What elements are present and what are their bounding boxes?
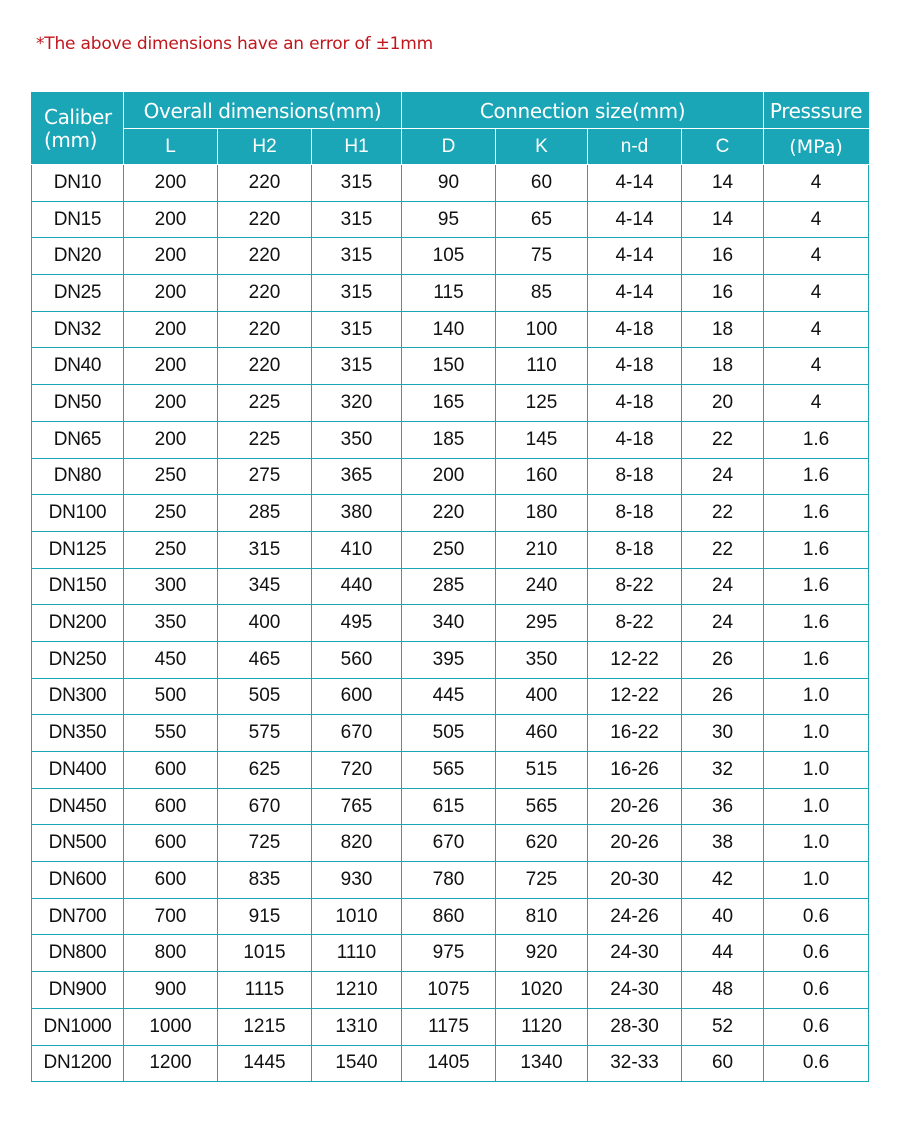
cell-l: 1200 xyxy=(124,1045,218,1082)
pressure-unit-header: (MPa) xyxy=(764,129,869,165)
table-row xyxy=(32,1045,869,1082)
cell-n-d: 4-18 xyxy=(588,348,682,385)
cell-n-d: 20-30 xyxy=(588,862,682,899)
cell-n-d: 16-22 xyxy=(588,715,682,752)
cell-h1: 315 xyxy=(312,238,402,275)
cell-l: 250 xyxy=(124,495,218,532)
cell-l: 600 xyxy=(124,752,218,789)
cell-c: 22 xyxy=(682,531,764,568)
cell-d: 975 xyxy=(402,935,496,972)
cell-d: 165 xyxy=(402,385,496,422)
cell-caliber: DN15 xyxy=(32,201,124,238)
cell-c: 52 xyxy=(682,1008,764,1045)
cell-d: 340 xyxy=(402,605,496,642)
cell-caliber: DN80 xyxy=(32,458,124,495)
cell-c: 38 xyxy=(682,825,764,862)
cell-c: 14 xyxy=(682,165,764,202)
table-row xyxy=(32,165,869,202)
cell-k: 920 xyxy=(496,935,588,972)
cell-h1: 315 xyxy=(312,275,402,312)
cell-d: 395 xyxy=(402,641,496,678)
cell-pressure: 4 xyxy=(764,385,869,422)
cell-caliber: DN1000 xyxy=(32,1008,124,1045)
cell-h1: 560 xyxy=(312,641,402,678)
cell-h2: 505 xyxy=(218,678,312,715)
cell-d: 565 xyxy=(402,752,496,789)
cell-l: 550 xyxy=(124,715,218,752)
cell-h2: 625 xyxy=(218,752,312,789)
table-row xyxy=(32,385,869,422)
cell-k: 180 xyxy=(496,495,588,532)
cell-n-d: 8-18 xyxy=(588,458,682,495)
pressure-header: Presssure xyxy=(764,93,869,129)
cell-caliber: DN32 xyxy=(32,311,124,348)
cell-h1: 440 xyxy=(312,568,402,605)
cell-pressure: 4 xyxy=(764,311,869,348)
cell-h2: 220 xyxy=(218,348,312,385)
cell-k: 145 xyxy=(496,421,588,458)
cell-l: 700 xyxy=(124,898,218,935)
cell-l: 250 xyxy=(124,458,218,495)
cell-caliber: DN400 xyxy=(32,752,124,789)
cell-c: 48 xyxy=(682,972,764,1009)
cell-pressure: 1.0 xyxy=(764,788,869,825)
cell-h1: 600 xyxy=(312,678,402,715)
cell-c: 18 xyxy=(682,348,764,385)
cell-k: 85 xyxy=(496,275,588,312)
table-row xyxy=(32,898,869,935)
cell-c: 24 xyxy=(682,568,764,605)
cell-pressure: 1.6 xyxy=(764,605,869,642)
cell-pressure: 1.6 xyxy=(764,458,869,495)
cell-caliber: DN700 xyxy=(32,898,124,935)
overall-dimensions-header: Overall dimensions(mm) xyxy=(124,93,402,129)
table-row xyxy=(32,238,869,275)
cell-k: 515 xyxy=(496,752,588,789)
table-row xyxy=(32,348,869,385)
cell-d: 115 xyxy=(402,275,496,312)
cell-k: 725 xyxy=(496,862,588,899)
cell-c: 22 xyxy=(682,495,764,532)
cell-n-d: 20-26 xyxy=(588,825,682,862)
cell-n-d: 28-30 xyxy=(588,1008,682,1045)
cell-caliber: DN900 xyxy=(32,972,124,1009)
cell-caliber: DN600 xyxy=(32,862,124,899)
cell-h2: 315 xyxy=(218,531,312,568)
cell-caliber: DN200 xyxy=(32,605,124,642)
cell-n-d: 4-14 xyxy=(588,201,682,238)
cell-k: 350 xyxy=(496,641,588,678)
cell-h2: 285 xyxy=(218,495,312,532)
cell-h1: 410 xyxy=(312,531,402,568)
cell-pressure: 0.6 xyxy=(764,935,869,972)
cell-n-d: 4-14 xyxy=(588,238,682,275)
table-row xyxy=(32,458,869,495)
cell-k: 65 xyxy=(496,201,588,238)
cell-c: 18 xyxy=(682,311,764,348)
cell-n-d: 20-26 xyxy=(588,788,682,825)
table-row xyxy=(32,275,869,312)
cell-h2: 915 xyxy=(218,898,312,935)
table-row xyxy=(32,495,869,532)
cell-h2: 220 xyxy=(218,238,312,275)
table-row xyxy=(32,311,869,348)
cell-d: 615 xyxy=(402,788,496,825)
cell-h1: 365 xyxy=(312,458,402,495)
cell-k: 60 xyxy=(496,165,588,202)
cell-d: 90 xyxy=(402,165,496,202)
cell-k: 110 xyxy=(496,348,588,385)
cell-h2: 345 xyxy=(218,568,312,605)
cell-h1: 495 xyxy=(312,605,402,642)
cell-d: 105 xyxy=(402,238,496,275)
cell-l: 600 xyxy=(124,825,218,862)
cell-c: 40 xyxy=(682,898,764,935)
cell-caliber: DN125 xyxy=(32,531,124,568)
cell-h1: 1210 xyxy=(312,972,402,1009)
cell-d: 1075 xyxy=(402,972,496,1009)
cell-h2: 670 xyxy=(218,788,312,825)
table-row xyxy=(32,752,869,789)
cell-c: 60 xyxy=(682,1045,764,1082)
cell-h2: 1115 xyxy=(218,972,312,1009)
cell-pressure: 1.6 xyxy=(764,641,869,678)
cell-pressure: 4 xyxy=(764,165,869,202)
table-row xyxy=(32,1008,869,1045)
cell-c: 24 xyxy=(682,605,764,642)
table-body xyxy=(32,165,869,1082)
cell-d: 140 xyxy=(402,311,496,348)
cell-h1: 1540 xyxy=(312,1045,402,1082)
cell-l: 200 xyxy=(124,165,218,202)
cell-h1: 315 xyxy=(312,165,402,202)
cell-caliber: DN800 xyxy=(32,935,124,972)
cell-h1: 350 xyxy=(312,421,402,458)
cell-h2: 575 xyxy=(218,715,312,752)
cell-h2: 725 xyxy=(218,825,312,862)
cell-l: 450 xyxy=(124,641,218,678)
cell-h2: 225 xyxy=(218,385,312,422)
cell-h1: 1310 xyxy=(312,1008,402,1045)
cell-pressure: 0.6 xyxy=(764,972,869,1009)
cell-l: 200 xyxy=(124,201,218,238)
cell-n-d: 16-26 xyxy=(588,752,682,789)
table-row xyxy=(32,972,869,1009)
cell-pressure: 1.0 xyxy=(764,825,869,862)
cell-d: 95 xyxy=(402,201,496,238)
cell-h2: 220 xyxy=(218,165,312,202)
cell-n-d: 24-26 xyxy=(588,898,682,935)
cell-k: 1020 xyxy=(496,972,588,1009)
cell-h1: 720 xyxy=(312,752,402,789)
cell-c: 16 xyxy=(682,238,764,275)
cell-k: 210 xyxy=(496,531,588,568)
col-header-n-d: n-d xyxy=(588,129,682,165)
cell-caliber: DN300 xyxy=(32,678,124,715)
cell-n-d: 4-18 xyxy=(588,385,682,422)
cell-c: 42 xyxy=(682,862,764,899)
cell-n-d: 24-30 xyxy=(588,935,682,972)
table-row xyxy=(32,825,869,862)
cell-caliber: DN20 xyxy=(32,238,124,275)
cell-c: 32 xyxy=(682,752,764,789)
cell-caliber: DN500 xyxy=(32,825,124,862)
cell-n-d: 4-18 xyxy=(588,311,682,348)
cell-c: 26 xyxy=(682,678,764,715)
cell-l: 250 xyxy=(124,531,218,568)
cell-pressure: 1.0 xyxy=(764,752,869,789)
cell-pressure: 0.6 xyxy=(764,1008,869,1045)
cell-h2: 835 xyxy=(218,862,312,899)
cell-h2: 1215 xyxy=(218,1008,312,1045)
cell-caliber: DN100 xyxy=(32,495,124,532)
cell-n-d: 4-18 xyxy=(588,421,682,458)
cell-d: 780 xyxy=(402,862,496,899)
caliber-header-unit: (mm) xyxy=(44,127,97,152)
cell-d: 250 xyxy=(402,531,496,568)
cell-d: 150 xyxy=(402,348,496,385)
cell-h2: 465 xyxy=(218,641,312,678)
cell-c: 30 xyxy=(682,715,764,752)
cell-d: 220 xyxy=(402,495,496,532)
table-row xyxy=(32,788,869,825)
cell-h1: 820 xyxy=(312,825,402,862)
cell-l: 200 xyxy=(124,348,218,385)
cell-n-d: 8-18 xyxy=(588,531,682,568)
cell-n-d: 8-22 xyxy=(588,568,682,605)
table-row xyxy=(32,568,869,605)
cell-n-d: 4-14 xyxy=(588,275,682,312)
table-row xyxy=(32,421,869,458)
cell-c: 24 xyxy=(682,458,764,495)
cell-l: 200 xyxy=(124,385,218,422)
table-row xyxy=(32,641,869,678)
cell-c: 16 xyxy=(682,275,764,312)
cell-l: 900 xyxy=(124,972,218,1009)
cell-caliber: DN1200 xyxy=(32,1045,124,1082)
cell-l: 200 xyxy=(124,421,218,458)
col-header-d: D xyxy=(402,129,496,165)
table-row xyxy=(32,935,869,972)
cell-h1: 1110 xyxy=(312,935,402,972)
cell-l: 800 xyxy=(124,935,218,972)
cell-h1: 1010 xyxy=(312,898,402,935)
cell-c: 14 xyxy=(682,201,764,238)
cell-pressure: 0.6 xyxy=(764,898,869,935)
cell-pressure: 4 xyxy=(764,238,869,275)
cell-l: 350 xyxy=(124,605,218,642)
cell-n-d: 4-14 xyxy=(588,165,682,202)
cell-h1: 670 xyxy=(312,715,402,752)
cell-pressure: 4 xyxy=(764,201,869,238)
cell-k: 160 xyxy=(496,458,588,495)
table-row xyxy=(32,715,869,752)
cell-caliber: DN250 xyxy=(32,641,124,678)
cell-k: 1340 xyxy=(496,1045,588,1082)
cell-h2: 220 xyxy=(218,201,312,238)
cell-h2: 400 xyxy=(218,605,312,642)
cell-h1: 320 xyxy=(312,385,402,422)
col-header-c: C xyxy=(682,129,764,165)
cell-pressure: 1.0 xyxy=(764,862,869,899)
cell-l: 600 xyxy=(124,788,218,825)
cell-pressure: 1.6 xyxy=(764,568,869,605)
cell-d: 200 xyxy=(402,458,496,495)
cell-h2: 220 xyxy=(218,311,312,348)
cell-n-d: 12-22 xyxy=(588,678,682,715)
cell-k: 400 xyxy=(496,678,588,715)
cell-h1: 765 xyxy=(312,788,402,825)
cell-h1: 315 xyxy=(312,311,402,348)
cell-h2: 225 xyxy=(218,421,312,458)
dimension-table xyxy=(31,92,869,1082)
table-row xyxy=(32,531,869,568)
cell-n-d: 8-18 xyxy=(588,495,682,532)
table-row xyxy=(32,201,869,238)
table-row xyxy=(32,678,869,715)
cell-caliber: DN65 xyxy=(32,421,124,458)
cell-d: 1405 xyxy=(402,1045,496,1082)
caliber-header-label: Caliber xyxy=(44,104,112,129)
cell-n-d: 12-22 xyxy=(588,641,682,678)
cell-l: 600 xyxy=(124,862,218,899)
cell-c: 26 xyxy=(682,641,764,678)
cell-h1: 930 xyxy=(312,862,402,899)
cell-n-d: 32-33 xyxy=(588,1045,682,1082)
cell-pressure: 1.0 xyxy=(764,678,869,715)
col-header-l: L xyxy=(124,129,218,165)
cell-k: 295 xyxy=(496,605,588,642)
cell-pressure: 1.6 xyxy=(764,495,869,532)
cell-n-d: 24-30 xyxy=(588,972,682,1009)
cell-h1: 315 xyxy=(312,201,402,238)
cell-caliber: DN350 xyxy=(32,715,124,752)
cell-c: 36 xyxy=(682,788,764,825)
cell-d: 185 xyxy=(402,421,496,458)
cell-k: 125 xyxy=(496,385,588,422)
cell-h2: 1445 xyxy=(218,1045,312,1082)
cell-k: 460 xyxy=(496,715,588,752)
cell-h2: 275 xyxy=(218,458,312,495)
cell-k: 240 xyxy=(496,568,588,605)
cell-l: 1000 xyxy=(124,1008,218,1045)
error-note: *The above dimensions have an error of ±1mm xyxy=(36,34,434,54)
cell-caliber: DN25 xyxy=(32,275,124,312)
cell-pressure: 1.0 xyxy=(764,715,869,752)
cell-k: 75 xyxy=(496,238,588,275)
cell-k: 810 xyxy=(496,898,588,935)
cell-pressure: 4 xyxy=(764,348,869,385)
cell-caliber: DN50 xyxy=(32,385,124,422)
cell-caliber: DN450 xyxy=(32,788,124,825)
cell-d: 670 xyxy=(402,825,496,862)
cell-h2: 1015 xyxy=(218,935,312,972)
cell-d: 285 xyxy=(402,568,496,605)
cell-d: 1175 xyxy=(402,1008,496,1045)
col-header-h2: H2 xyxy=(218,129,312,165)
cell-h1: 315 xyxy=(312,348,402,385)
cell-caliber: DN150 xyxy=(32,568,124,605)
cell-l: 200 xyxy=(124,275,218,312)
col-header-k: K xyxy=(496,129,588,165)
cell-d: 505 xyxy=(402,715,496,752)
cell-k: 100 xyxy=(496,311,588,348)
cell-k: 565 xyxy=(496,788,588,825)
cell-d: 860 xyxy=(402,898,496,935)
cell-pressure: 4 xyxy=(764,275,869,312)
cell-c: 44 xyxy=(682,935,764,972)
cell-l: 300 xyxy=(124,568,218,605)
cell-c: 22 xyxy=(682,421,764,458)
cell-l: 200 xyxy=(124,311,218,348)
cell-caliber: DN40 xyxy=(32,348,124,385)
cell-caliber: DN10 xyxy=(32,165,124,202)
caliber-header xyxy=(32,93,124,165)
cell-k: 620 xyxy=(496,825,588,862)
cell-pressure: 1.6 xyxy=(764,421,869,458)
col-header-h1: H1 xyxy=(312,129,402,165)
cell-h1: 380 xyxy=(312,495,402,532)
cell-l: 200 xyxy=(124,238,218,275)
cell-d: 445 xyxy=(402,678,496,715)
cell-pressure: 0.6 xyxy=(764,1045,869,1082)
cell-c: 20 xyxy=(682,385,764,422)
cell-pressure: 1.6 xyxy=(764,531,869,568)
cell-l: 500 xyxy=(124,678,218,715)
cell-n-d: 8-22 xyxy=(588,605,682,642)
table-row xyxy=(32,862,869,899)
connection-size-header: Connection size(mm) xyxy=(402,93,764,129)
cell-h2: 220 xyxy=(218,275,312,312)
cell-k: 1120 xyxy=(496,1008,588,1045)
table-row xyxy=(32,605,869,642)
